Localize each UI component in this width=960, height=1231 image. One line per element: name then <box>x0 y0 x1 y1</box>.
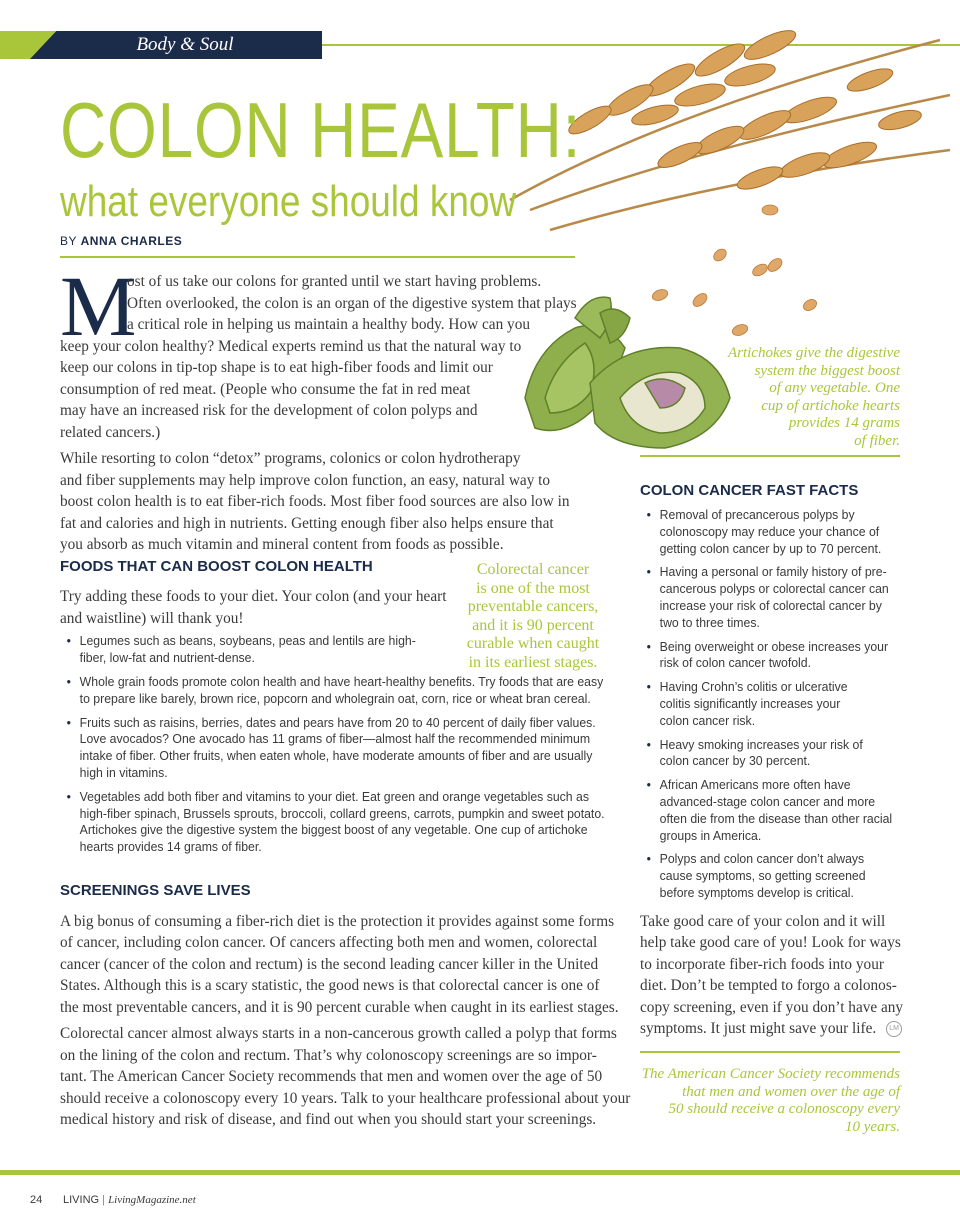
screenings-line: tant. The American Cancer Society recommends that men and women over the age of 50 <box>60 1068 603 1085</box>
intro-line: consumption of red meat. (People who consume the fat in red meat <box>60 381 471 398</box>
list-item: • Having Crohn’s colitis or ulcerative colitis significantly increases your colon cancer risk. <box>642 679 864 729</box>
intro-line: boost colon health is to eat fiber-rich foods. Most fiber food sources are also low in <box>60 493 570 510</box>
artichoke-caption <box>710 345 900 450</box>
screenings-line: medical history and risk of disease, and find out when you should start your screenings. <box>60 1111 597 1128</box>
pull-quote-line: in its earliest stages. <box>468 653 598 671</box>
intro-line: keep our colons in tip-top shape is to eat high-fiber foods and limit our <box>60 359 493 376</box>
magazine-name: LIVING <box>63 1194 100 1206</box>
pull-quote-line: and it is 90 percent <box>472 616 594 634</box>
screenings-line: of cancer, including colon cancer. Of cancers affecting both men and women, colorectal <box>60 934 598 951</box>
caption-line: system the biggest boost <box>754 362 900 379</box>
list-item: • Vegetables add both fiber and vitamins to your diet. Eat green and orange vegetables such as high-fiber spinach, Brussels sprouts, broccoli, collard greens, carrots, pumpkin and sweet potato. Artichokes give the digestive system the biggest boost of any vegetable. One cup of artichoke hearts provides 14 grams of fiber. <box>62 789 611 856</box>
intro-line: related cancers.) <box>60 424 161 441</box>
foods-list <box>62 674 652 856</box>
foods-list-narrow <box>62 633 452 667</box>
pull-quote-center <box>446 561 620 672</box>
caption-line: provides 14 grams <box>788 415 900 431</box>
list-item: • Legumes such as beans, soybeans, peas and lentils are high-fiber, low-fat and nutrient-dense. <box>62 633 425 667</box>
screenings-line: Colorectal cancer almost always starts in a non-cancerous growth called a polyp that forms <box>60 1025 617 1042</box>
pull-quote-line: preventable cancers, <box>467 598 599 615</box>
screenings-line: should receive a colonoscopy every 10 years. Talk to your healthcare professional about your <box>60 1090 631 1107</box>
pull-quote-line: 50 should receive a colonoscopy every <box>668 1101 900 1117</box>
drop-cap: M <box>60 258 137 354</box>
foods-intro-line: Try adding these foods to your diet. Your colon (and your heart <box>60 588 447 605</box>
foods-intro-line: and waistline) will thank you! <box>60 610 244 627</box>
intro-line: a critical role in helping us maintain a healthy body. How can you <box>127 316 530 333</box>
pull-quote-right-rule <box>640 1051 900 1053</box>
intro-line: While resorting to colon “detox” programs, colonics or colon hydrotherapy <box>60 450 521 467</box>
list-item: • Heavy smoking increases your risk of colon cancer by 30 percent. <box>642 737 893 771</box>
end-mark-icon: LM <box>886 1021 902 1037</box>
caption-line: of fiber. <box>854 432 900 449</box>
pull-quote-line: curable when caught <box>466 635 600 652</box>
section-label: Body & Soul <box>136 34 234 55</box>
list-item: • Being overweight or obese increases your risk of colon cancer twofold. <box>642 639 893 673</box>
fast-facts-list <box>642 507 912 902</box>
pull-quote-line: Colorectal cancer <box>476 561 590 578</box>
website-link[interactable]: LivingMagazine.net <box>108 1194 196 1206</box>
list-item: • Whole grain foods promote colon health and have heart-healthy benefits. Try foods that are easy to prepare like barely, brown rice, popcorn and wholegrain oat, corn, rice or wheat bran cereal. <box>62 674 611 708</box>
pull-quote-line: is one of the most <box>476 579 590 597</box>
pull-quote-line: The American Cancer Society recommends <box>641 1066 900 1082</box>
closing-line: Take good care of your colon and it will <box>640 913 886 930</box>
closing-line: to incorporate fiber-rich foods into your <box>640 956 884 973</box>
intro-line: and fiber supplements may help improve colon function, an easy, natural way to <box>60 472 551 489</box>
footer-band <box>0 1170 960 1175</box>
closing-line <box>640 1018 902 1040</box>
caption-line: Artichokes give the digestive <box>727 345 900 361</box>
byline <box>60 234 182 248</box>
screenings-line: the most preventable cancers, and it is 90 percent curable when caught in its earliest stages. <box>60 999 619 1016</box>
caption-line: of any vegetable. One <box>769 380 900 396</box>
title-rule <box>60 256 575 258</box>
article-title: COLON HEALTH: <box>60 86 582 174</box>
intro-line: fat and calories and high in nutrients. Getting enough fiber also helps ensure that <box>60 515 554 532</box>
closing-last-text: symptoms. It just might save your life. <box>640 1020 877 1037</box>
footer-magazine <box>63 1194 196 1206</box>
intro-line: may have an increased risk for the development of colon polyps and <box>60 402 478 419</box>
list-item: • Polyps and colon cancer don’t always cause symptoms, so getting screened before symptoms develop is critical. <box>642 851 893 901</box>
intro-line: you absorb as much vitamin and mineral content from foods as possible. <box>60 536 504 553</box>
intro-line: keep your colon healthy? Medical experts remind us that the natural way to <box>60 338 522 355</box>
intro-line: ost of us take our colons for granted until we start having problems. <box>127 273 542 290</box>
pull-quote-line: 10 years. <box>845 1118 900 1135</box>
caption-line: cup of artichoke hearts <box>761 397 900 414</box>
list-item: • Fruits such as raisins, berries, dates and pears have from 20 to 40 percent of daily fiber values. Love avocados? One avocado has 11 grams of fiber—almost half the recommended minimum intake of fiber. Other fruits, when eaten whole, have moderate amounts of fiber and are usually high in vitamins. <box>62 715 611 782</box>
screenings-line: on the lining of the colon and rectum. That’s why colonoscopy screenings are so impor- <box>60 1047 597 1064</box>
list-item: • Having a personal or family history of pre-cancerous polyps or colorectal cancer can increase your risk of colorectal cancer by two to three times. <box>642 564 893 631</box>
closing-line: copy screening, even if you don’t have any <box>640 999 904 1016</box>
list-item: • Removal of precancerous polyps by colonoscopy may reduce your chance of getting colon cancer by up to 70 percent. <box>642 507 893 557</box>
byline-prefix: BY <box>60 234 77 248</box>
page-number: 24 <box>30 1194 43 1206</box>
closing-line: help take good care of you! Look for ways <box>640 934 901 951</box>
footer-separator: | <box>102 1194 105 1206</box>
caption-rule <box>640 455 900 457</box>
author-name: ANNA CHARLES <box>80 234 183 248</box>
screenings-line: A big bonus of consuming a fiber-rich diet is the protection it provides against some forms <box>60 913 615 930</box>
list-item: • African Americans more often have advanced-stage colon cancer and more often die from the disease than other racial groups in America. <box>642 777 893 844</box>
fast-facts-heading: COLON CANCER FAST FACTS <box>640 482 859 499</box>
foods-heading: FOODS THAT CAN BOOST COLON HEALTH <box>60 558 373 575</box>
article-subtitle: what everyone should know <box>60 177 517 226</box>
screenings-line: States. Although this is a scary statistic, the good news is that colorectal cancer is one of <box>60 977 600 994</box>
pull-quote-right <box>620 1066 900 1136</box>
intro-line: Often overlooked, the colon is an organ of the digestive system that plays <box>127 295 577 312</box>
screenings-heading: SCREENINGS SAVE LIVES <box>60 882 251 899</box>
screenings-line: cancer (cancer of the colon and rectum) is the second leading cancer killer in the United <box>60 956 599 973</box>
pull-quote-line: that men and women over the age of <box>682 1083 900 1100</box>
closing-line: diet. Don’t be tempted to forgo a colonos- <box>640 977 897 994</box>
